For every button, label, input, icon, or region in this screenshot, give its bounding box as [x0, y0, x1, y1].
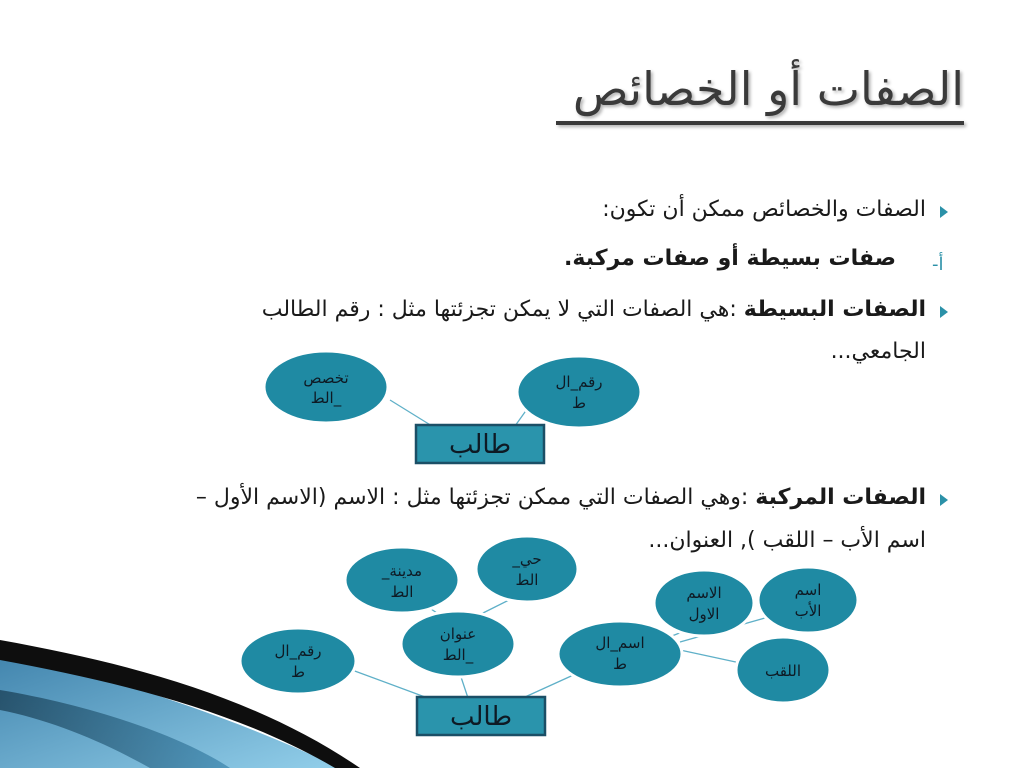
composite-attributes-label: الصفات المركبة [755, 485, 926, 510]
attribute-label-line: اسم [794, 581, 822, 599]
attribute-label-line: مدينة_ [381, 562, 423, 580]
attribute-oval [654, 570, 754, 636]
composite-diagram [240, 536, 858, 735]
attribute-label-line: اسم_ال [595, 634, 645, 652]
connector [680, 650, 745, 664]
attribute-label-line: رقم_ال [555, 373, 603, 391]
bullet-2-text: صفات بسيطة أو صفات مركبة. [564, 246, 896, 271]
attribute-label-line: _الط [442, 646, 474, 664]
attribute-label-line: ط [291, 663, 305, 681]
attribute-oval [240, 628, 356, 694]
attribute-label-line: حي_ [512, 550, 542, 568]
simple-diagram [264, 351, 641, 463]
attribute-label-line: ط [613, 655, 627, 673]
attribute-label-line: _الط [310, 389, 342, 407]
attribute-oval [517, 356, 641, 428]
attribute-label-line: تخصص [303, 369, 349, 387]
alpha-list-marker: أ- [932, 254, 944, 275]
attribute-label-line: الأب [794, 602, 822, 620]
entity-label: طالب [449, 702, 513, 732]
attribute-label-line: عنوان [439, 625, 477, 643]
bullet-4-continuation: اسم الأب – اللقب ), العنوان... [648, 528, 926, 553]
attribute-oval [264, 351, 388, 423]
composite-attributes-definition: :وهي الصفات التي ممكن تجزئتها مثل : الاسم (الاسم الأول – [195, 485, 756, 510]
attribute-oval [345, 547, 459, 613]
connector [390, 400, 432, 426]
attribute-label-line: ط [572, 394, 586, 412]
attribute-label-line: الاول [688, 605, 720, 623]
attribute-label-line: الط [515, 571, 539, 589]
attribute-label-line: اللقب [764, 662, 802, 680]
attribute-label-line: الط [390, 583, 414, 601]
simple-attributes-label: الصفات البسيطة [743, 297, 926, 322]
connector [352, 670, 425, 697]
slide-title: الصفات أو الخصائص [572, 62, 964, 116]
attribute-label-line: رقم_ال [274, 642, 322, 660]
attribute-oval [401, 611, 515, 677]
attribute-oval [476, 536, 578, 602]
bullet-1-text: الصفات والخصائص ممكن أن تكون: [602, 197, 926, 222]
simple-attributes-definition: :هي الصفات التي لا يمكن تجزئتها مثل : رقم الطالب [261, 297, 744, 322]
attribute-oval [758, 567, 858, 633]
attribute-oval [558, 621, 682, 687]
entity-label: طالب [448, 430, 512, 460]
bullet-3-continuation: الجامعي... [830, 339, 926, 364]
attribute-label-line: الاسم [686, 584, 722, 602]
